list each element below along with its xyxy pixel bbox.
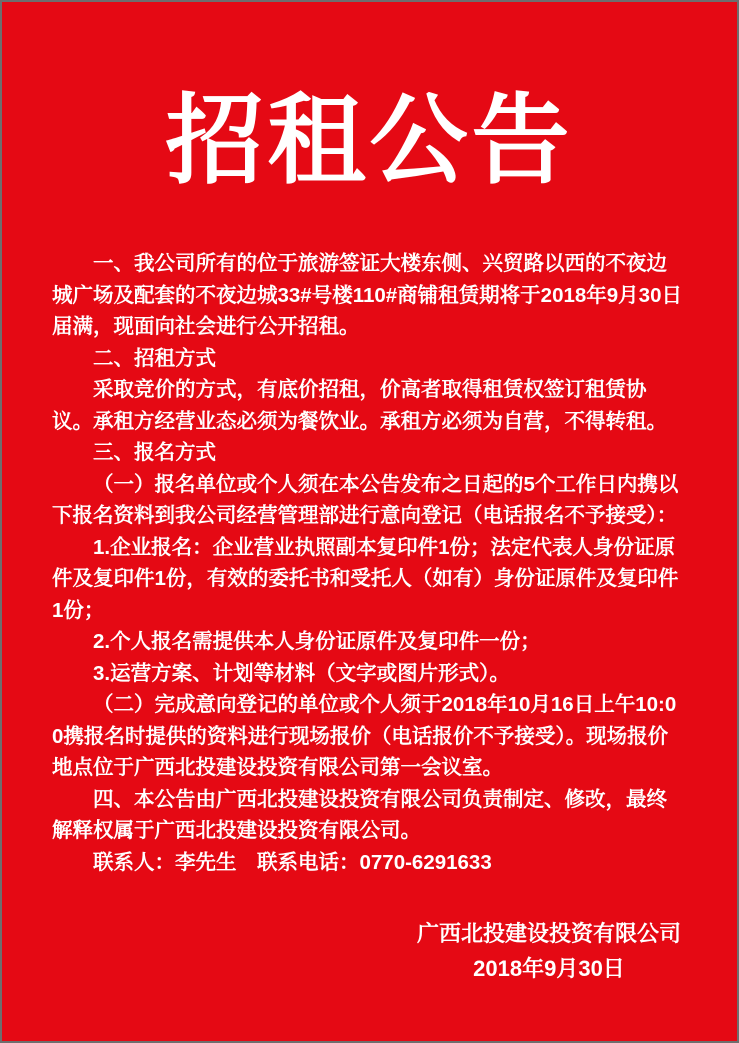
para-interpretation-rights: 四、本公告由广西北投建设投资有限公司负责制定、修改，最终解释权属于广西北投建设投资有限公司。: [52, 787, 667, 842]
para-individual-materials: 2.个人报名需提供本人身份证原件及复印件一份；: [93, 630, 541, 653]
heading-section-3: 三、报名方式: [93, 441, 216, 464]
para-operation-plan: 3.运营方案、计划等材料（文字或图片形式）。: [93, 661, 510, 685]
signature-inner: [417, 916, 681, 986]
poster-body: [2, 248, 737, 878]
signature-date: 2018年9月30日: [473, 956, 625, 981]
heading-section-2: 二、招租方式: [93, 346, 216, 370]
para-contact-info: 联系人：李先生 联系电话：0770-6291633: [93, 850, 492, 874]
signature-block: [2, 916, 737, 986]
poster-title: 招租公告: [165, 83, 574, 198]
para-registration: （一）报名单位或个人须在本公告发布之日起的5个工作日内携以下报名资料到我公司经营管理部进行意向登记（电话报名不予接受）：: [52, 472, 679, 527]
para-enterprise-materials: 1.企业报名：企业营业执照副本复印件1份；法定代表人身份证原件及复印件1份，有效的委托书和受托人（如有）身份证原件及复印件1份；: [52, 535, 679, 622]
para-intro: 一、我公司所有的位于旅游签证大楼东侧、兴贸路以西的不夜边城广场及配套的不夜边城33#号楼110#商铺租赁期将于2018年9月30日届满，现面向社会进行公开招租。: [52, 252, 682, 338]
para-bidding-method: 采取竞价的方式，有底价招租，价高者取得租赁权签订租赁协议。承租方经营业态必须为餐饮业。承租方必须为自营，不得转租。: [52, 378, 667, 433]
para-onsite-bidding: （二）完成意向登记的单位或个人须于2018年10月16日上午10:00携报名时提供的资料进行现场报价（电话报价不予接受）。现场报价地点位于广西北投建设投资有限公司第一会议室。: [52, 693, 677, 779]
signature-company: 广西北投建设投资有限公司: [416, 921, 681, 946]
